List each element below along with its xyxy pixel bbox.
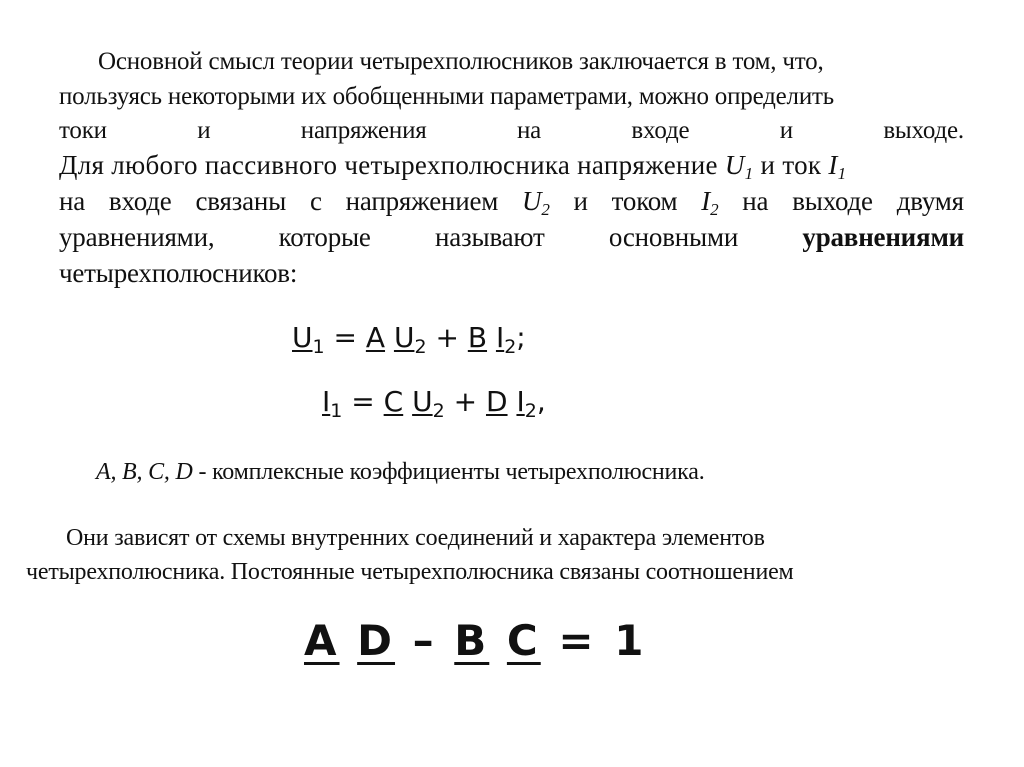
word: и	[197, 117, 211, 144]
text: Для любого пассивного четырехполюсника напряжение	[59, 150, 725, 180]
paragraph-1-line-6	[59, 220, 964, 255]
sub: 1	[837, 164, 847, 183]
word: уравнениями,	[59, 222, 215, 252]
word: связаны	[195, 186, 287, 216]
eq-plus: +	[453, 385, 478, 418]
eq-var: U	[412, 385, 433, 418]
eq-sub: 2	[524, 400, 537, 422]
eq-end: ;	[516, 321, 526, 354]
var-u: U	[724, 150, 745, 180]
eq-var: I	[322, 385, 331, 418]
word: двумя	[896, 186, 964, 216]
text: и ток	[753, 150, 829, 180]
paragraph-2-line-1: Они зависят от схемы внутренних соединений и характера элементов	[66, 525, 765, 551]
rel-minus: –	[412, 616, 437, 665]
rel-eq: =	[558, 616, 597, 665]
eq-sub: 1	[312, 336, 325, 358]
var-i: I	[701, 186, 711, 216]
paragraph-1-line-2: пользуясь некоторыми их обобщенными параметрами, можно определить	[59, 83, 834, 110]
eq-sub: 1	[330, 400, 343, 422]
word: напряжением	[345, 186, 499, 216]
eq-sub: 2	[432, 400, 445, 422]
sub: 2	[541, 200, 550, 219]
eq-coef: D	[485, 385, 508, 418]
eq-coef: B	[467, 321, 488, 354]
word: основными	[608, 222, 739, 252]
eq-coef: C	[383, 385, 404, 418]
sub: 2	[710, 200, 719, 219]
paragraph-1-line-3	[59, 113, 964, 148]
word: входе	[108, 186, 172, 216]
bold-term: уравнениями	[802, 222, 964, 252]
constants-relation	[304, 616, 646, 665]
word: называют	[435, 222, 545, 252]
var-u: U	[522, 186, 542, 216]
word: на	[742, 186, 769, 216]
equation-2	[322, 385, 546, 422]
word: входе	[631, 117, 690, 144]
coef-vars: A, B, C, D	[96, 459, 193, 485]
rel-coef: C	[506, 616, 541, 665]
word: токи	[59, 117, 107, 144]
word: которые	[278, 222, 371, 252]
coef-text: - комплексные коэффициенты четырехполюсника.	[192, 459, 705, 485]
rel-one: 1	[614, 616, 647, 665]
eq-var: U	[393, 321, 415, 354]
eq-sign: =	[333, 321, 357, 354]
equation-1	[292, 321, 526, 358]
eq-sign: =	[351, 385, 375, 418]
rel-coef: A	[304, 616, 340, 665]
word: на	[59, 186, 86, 216]
eq-end: ,	[536, 385, 546, 418]
paragraph-1-line-1: Основной смысл теории четырехполюсников заключается в том, что,	[98, 48, 824, 75]
word: и	[779, 117, 793, 144]
rel-coef: D	[357, 616, 396, 665]
eq-var: U	[292, 321, 313, 354]
word: на	[516, 117, 542, 144]
word: выходе.	[883, 117, 964, 144]
eq-coef: A	[365, 321, 386, 354]
paragraph-2-line-2: четырехполюсника. Постоянные четырехполюсника связаны соотношением	[26, 559, 794, 585]
eq-sub: 2	[414, 336, 427, 358]
var-i: I	[828, 150, 838, 180]
paragraph-1-line-7: четырехполюсников:	[59, 258, 298, 288]
word: с	[309, 186, 322, 216]
eq-plus: +	[435, 321, 459, 354]
eq-var: I	[516, 385, 525, 418]
eq-var: I	[495, 321, 505, 354]
word: током	[611, 186, 678, 216]
sub: 1	[744, 164, 754, 183]
word: выходе	[792, 186, 873, 216]
word: напряжения	[300, 117, 427, 144]
eq-sub: 2	[504, 336, 517, 358]
coefficients-note	[96, 455, 705, 490]
word: и	[573, 186, 588, 216]
rel-coef: B	[454, 616, 490, 665]
